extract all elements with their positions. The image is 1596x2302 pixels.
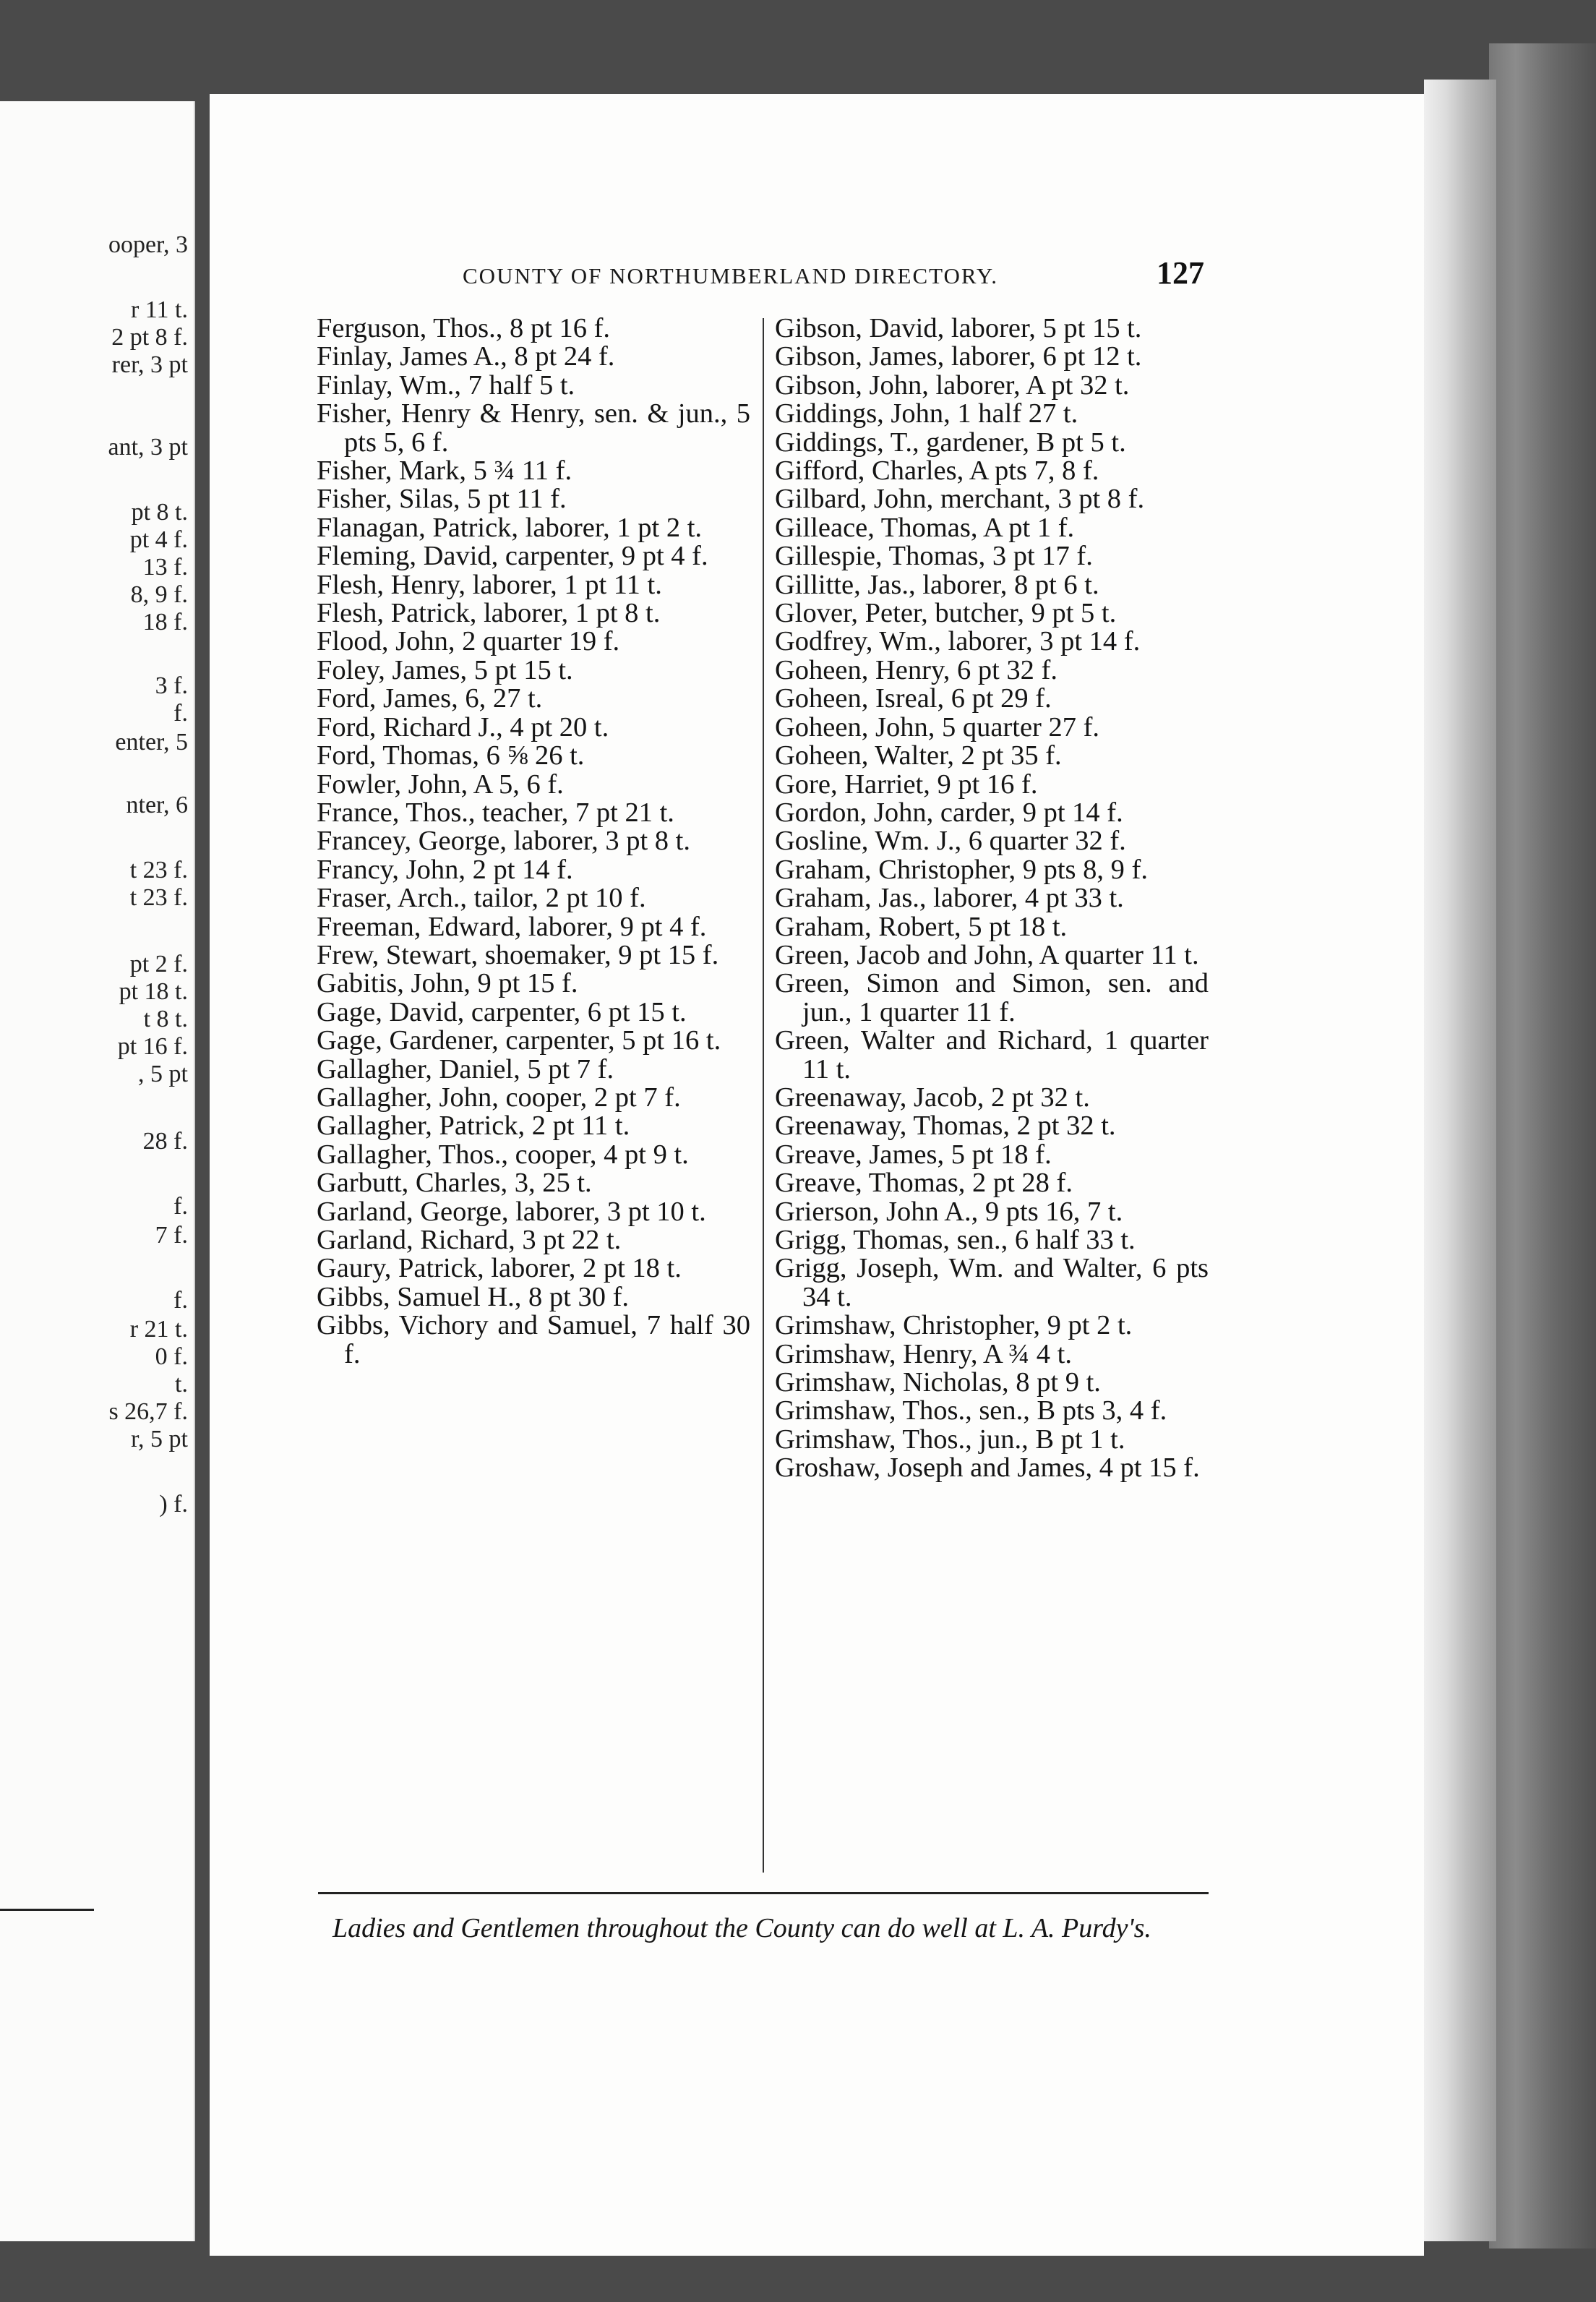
left-page-fragment: rer, 3 pt: [111, 351, 188, 378]
directory-entry: Graham, Robert, 5 pt 18 t.: [775, 911, 1068, 942]
left-page-fragment: s 26,7 f.: [108, 1398, 188, 1425]
directory-entry: Gosline, Wm. J., 6 quarter 32 f.: [775, 826, 1126, 857]
left-page-fragment: nter, 6: [126, 792, 188, 818]
directory-page: [210, 94, 1424, 2256]
directory-entry: Green, Simon and Simon, sen. and jun., 1 quarter 11 f.: [775, 968, 1209, 1027]
directory-entry: Grimshaw, Nicholas, 8 pt 9 t.: [775, 1367, 1101, 1398]
left-page-fragment: , 5 pt: [138, 1061, 188, 1087]
right-column: [775, 315, 1209, 1483]
directory-entry: Gibbs, Vichory and Samuel, 7 half 30 f.: [317, 1310, 750, 1369]
directory-entry: Green, Walter and Richard, 1 quarter 11 t.: [775, 1025, 1209, 1084]
footer-rule: [318, 1892, 1209, 1894]
directory-entry: Gallagher, John, cooper, 2 pt 7 f.: [317, 1082, 681, 1113]
directory-entry: Fisher, Mark, 5 ¾ 11 f.: [317, 455, 572, 487]
left-page-fragment: 13 f.: [142, 554, 188, 581]
directory-entry: Gallagher, Daniel, 5 pt 7 f.: [317, 1053, 614, 1084]
directory-entry: Gillespie, Thomas, 3 pt 17 f.: [775, 541, 1093, 572]
left-page-fragment: f.: [173, 700, 188, 727]
left-page-fragment: pt 8 t.: [131, 499, 188, 526]
directory-entry: Francy, John, 2 pt 14 f.: [317, 854, 573, 885]
directory-entry: Grimshaw, Christopher, 9 pt 2 t.: [775, 1310, 1133, 1341]
directory-entry: Ford, James, 6, 27 t.: [317, 683, 543, 714]
directory-entry: Godfrey, Wm., laborer, 3 pt 14 f.: [775, 626, 1141, 657]
left-page-fragment: pt 4 f.: [129, 526, 188, 553]
directory-entry: Green, Jacob and John, A quarter 11 t.: [775, 939, 1199, 970]
left-page-fragment: r 21 t.: [129, 1316, 188, 1343]
directory-entry: Giddings, T., gardener, B pt 5 t.: [775, 427, 1126, 458]
directory-entry: Grimshaw, Thos., sen., B pts 3, 4 f.: [775, 1395, 1167, 1426]
left-facing-page: [0, 101, 195, 2241]
directory-entry: Gage, Gardener, carpenter, 5 pt 16 t.: [317, 1025, 721, 1056]
directory-entry: Foley, James, 5 pt 15 t.: [317, 654, 573, 685]
directory-entry: Fleming, David, carpenter, 9 pt 4 f.: [317, 541, 708, 572]
directory-entry: Goheen, John, 5 quarter 27 f.: [775, 711, 1100, 743]
left-page-fragment: f.: [173, 1287, 188, 1314]
left-page-fragment: 7 f.: [155, 1222, 188, 1249]
running-head: COUNTY OF NORTHUMBERLAND DIRECTORY.: [463, 263, 999, 288]
directory-entry: Fraser, Arch., tailor, 2 pt 10 f.: [317, 883, 646, 914]
directory-entry: Grigg, Joseph, Wm. and Walter, 6 pts 34 t.: [775, 1253, 1209, 1312]
directory-entry: Gibson, David, laborer, 5 pt 15 t.: [775, 313, 1142, 343]
left-page-fragment: 8, 9 f.: [130, 581, 188, 608]
directory-entry: Grigg, Thomas, sen., 6 half 33 t.: [775, 1225, 1136, 1255]
directory-entry: Goheen, Henry, 6 pt 32 f.: [775, 654, 1057, 685]
directory-entry: Flanagan, Patrick, laborer, 1 pt 2 t.: [317, 512, 703, 543]
directory-entry: Gage, David, carpenter, 6 pt 15 t.: [317, 996, 687, 1027]
left-page-fragment: enter, 5: [115, 729, 188, 756]
footer-advertisement: Ladies and Gentlemen throughout the County can do well at L. A. Purdy's.: [332, 1913, 1151, 1943]
directory-entry: Gaury, Patrick, laborer, 2 pt 18 t.: [317, 1253, 682, 1284]
left-page-fragment: 2 pt 8 f.: [111, 324, 188, 351]
left-page-fragment: 0 f.: [155, 1343, 188, 1370]
directory-entry: Garbutt, Charles, 3, 25 t.: [317, 1168, 592, 1199]
directory-entry: Fowler, John, A 5, 6 f.: [317, 769, 564, 800]
directory-entry: Flesh, Henry, laborer, 1 pt 11 t.: [317, 569, 662, 600]
directory-entry: Flood, John, 2 quarter 19 f.: [317, 626, 620, 657]
left-column: [317, 315, 750, 1369]
directory-entry: Gilbard, John, merchant, 3 pt 8 f.: [775, 484, 1145, 515]
page-header: [210, 254, 1424, 298]
directory-entry: Greave, James, 5 pt 18 f.: [775, 1139, 1052, 1170]
left-page-fragment: r 11 t.: [130, 296, 188, 323]
directory-entry: Fisher, Silas, 5 pt 11 f.: [317, 484, 567, 515]
directory-entry: Finlay, James A., 8 pt 24 f.: [317, 341, 615, 372]
directory-entry: Gordon, John, carder, 9 pt 14 f.: [775, 797, 1123, 828]
directory-entry: Finlay, Wm., 7 half 5 t.: [317, 369, 575, 401]
directory-entry: Frew, Stewart, shoemaker, 9 pt 15 f.: [317, 939, 719, 970]
directory-entry: Gallagher, Patrick, 2 pt 11 t.: [317, 1111, 630, 1142]
directory-entry: Grimshaw, Henry, A ¾ 4 t.: [775, 1338, 1072, 1369]
column-divider: [763, 318, 764, 1873]
directory-entry: Gibbs, Samuel H., 8 pt 30 f.: [317, 1281, 630, 1312]
left-page-fragment: f.: [173, 1193, 188, 1220]
directory-entry: Glover, Peter, butcher, 9 pt 5 t.: [775, 598, 1117, 629]
directory-entry: Giddings, John, 1 half 27 t.: [775, 398, 1078, 429]
left-page-fragment: r, 5 pt: [131, 1426, 188, 1452]
directory-entry: Freeman, Edward, laborer, 9 pt 4 f.: [317, 911, 707, 942]
left-page-fragment: t.: [175, 1371, 188, 1398]
left-page-fragment: t 8 t.: [143, 1006, 188, 1032]
directory-entry: Grimshaw, Thos., jun., B pt 1 t.: [775, 1424, 1125, 1455]
directory-entry: Gallagher, Thos., cooper, 4 pt 9 t.: [317, 1139, 689, 1170]
left-page-fragment: pt 2 f.: [129, 951, 188, 977]
left-page-fragment: 18 f.: [142, 609, 188, 636]
directory-entry: Ford, Thomas, 6 ⅝ 26 t.: [317, 740, 585, 771]
page-edges: [1424, 80, 1496, 2241]
directory-entry: Gibson, James, laborer, 6 pt 12 t.: [775, 341, 1142, 372]
directory-entry: Gibson, John, laborer, A pt 32 t.: [775, 369, 1130, 401]
directory-entry: Graham, Jas., laborer, 4 pt 33 t.: [775, 883, 1124, 914]
left-page-fragment: 28 f.: [142, 1128, 188, 1155]
directory-entry: Gilleace, Thomas, A pt 1 f.: [775, 512, 1075, 543]
directory-entry: Fisher, Henry & Henry, sen. & jun., 5 pts 5, 6 f.: [317, 398, 750, 458]
directory-entry: Gore, Harriet, 9 pt 16 f.: [775, 769, 1038, 800]
directory-entry: Graham, Christopher, 9 pts 8, 9 f.: [775, 854, 1148, 885]
page-number: 127: [1157, 255, 1204, 291]
left-page-rule: [0, 1909, 94, 1911]
left-page-fragment: t 23 f.: [129, 884, 188, 911]
directory-entry: France, Thos., teacher, 7 pt 21 t.: [317, 797, 674, 828]
directory-entry: Ford, Richard J., 4 pt 20 t.: [317, 711, 609, 743]
left-page-fragment: ) f.: [159, 1491, 188, 1518]
left-page-fragment: ooper, 3: [108, 231, 188, 258]
directory-entry: Goheen, Isreal, 6 pt 29 f.: [775, 683, 1052, 714]
book-binding: [1489, 43, 1596, 2248]
directory-entry: Gifford, Charles, A pts 7, 8 f.: [775, 455, 1099, 487]
directory-entry: Greave, Thomas, 2 pt 28 f.: [775, 1168, 1073, 1199]
directory-entry: Greenaway, Jacob, 2 pt 32 t.: [775, 1082, 1090, 1113]
left-page-fragment: ant, 3 pt: [108, 434, 188, 461]
directory-entry: Grierson, John A., 9 pts 16, 7 t.: [775, 1196, 1123, 1227]
left-page-fragment: pt 16 f.: [117, 1033, 188, 1060]
left-page-fragment: 3 f.: [155, 672, 188, 699]
directory-entry: Ferguson, Thos., 8 pt 16 f.: [317, 313, 611, 343]
directory-entry: Flesh, Patrick, laborer, 1 pt 8 t.: [317, 598, 661, 629]
left-page-fragment: t 23 f.: [129, 857, 188, 883]
directory-entry: Gillitte, Jas., laborer, 8 pt 6 t.: [775, 569, 1099, 600]
directory-entry: Gabitis, John, 9 pt 15 f.: [317, 968, 578, 999]
directory-entry: Goheen, Walter, 2 pt 35 f.: [775, 740, 1062, 771]
left-page-fragment: pt 18 t.: [119, 978, 188, 1005]
directory-entry: Greenaway, Thomas, 2 pt 32 t.: [775, 1111, 1116, 1142]
directory-entry: Garland, George, laborer, 3 pt 10 t.: [317, 1196, 706, 1227]
directory-entry: Groshaw, Joseph and James, 4 pt 15 f.: [775, 1452, 1200, 1484]
directory-entry: Francey, George, laborer, 3 pt 8 t.: [317, 826, 690, 857]
directory-entry: Garland, Richard, 3 pt 22 t.: [317, 1225, 622, 1255]
